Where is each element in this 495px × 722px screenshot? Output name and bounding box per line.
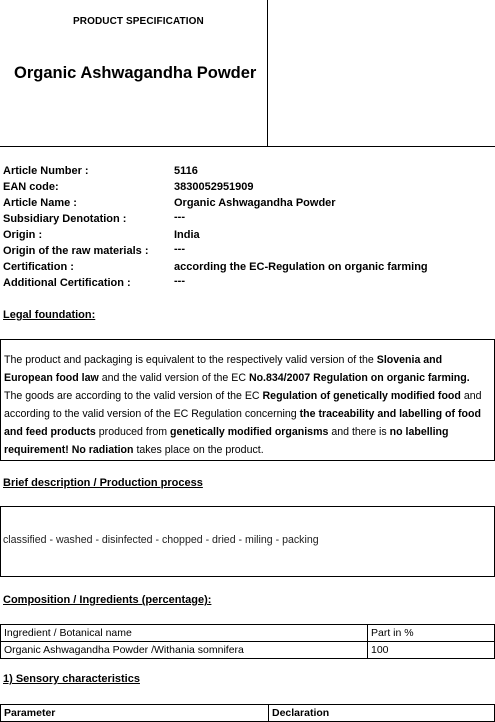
composition-table: [0, 624, 495, 659]
article-number-value: 5116: [174, 165, 198, 177]
legal-foundation-text: The product and packaging is equivalent to the respectively valid version of the Slovenia and European food law and the valid version of the EC No.834/2007 Regulation on organic farming. The goods are according to the valid version of the EC Regulation of genetically modified food and according to the valid version of the EC Regulation concerning the traceability and labelling of food and feed products produced from genetically modified organisms and there is no labelling requirement! No radiation takes place on the product.: [4, 354, 482, 456]
table-row: [1, 642, 495, 659]
certification-label: Certification :: [3, 261, 74, 273]
brief-description-heading: Brief description / Production process: [3, 477, 203, 489]
subsidiary-denotation-label: Subsidiary Denotation :: [3, 213, 127, 225]
parameter-header: Parameter: [1, 705, 269, 722]
production-process-text: classified - washed - disinfected - chopped - dried - miling - packing: [3, 534, 319, 546]
spec-label: PRODUCT SPECIFICATION: [73, 16, 204, 27]
legal-foundation-heading: Legal foundation:: [3, 309, 96, 321]
ingredient-header: Ingredient / Botanical name: [1, 625, 368, 642]
origin-label: Origin :: [3, 229, 43, 241]
article-name-label: Article Name :: [3, 197, 77, 209]
table-header-row: [1, 625, 495, 642]
article-number-label: Article Number :: [3, 165, 89, 177]
additional-certification-label: Additional Certification :: [3, 277, 131, 289]
sensory-table: [0, 704, 495, 722]
certification-value: according the EC-Regulation on organic farming: [174, 261, 428, 273]
composition-heading: Composition / Ingredients (percentage):: [3, 594, 212, 606]
part-percent-cell: 100: [368, 642, 495, 659]
header-logo-area: [267, 0, 495, 147]
part-percent-header: Part in %: [368, 625, 495, 642]
table-header-row: [1, 705, 495, 722]
additional-certification-value: ---: [174, 275, 185, 287]
ingredient-cell: Organic Ashwagandha Powder /Withania somnifera: [1, 642, 368, 659]
origin-value: India: [174, 229, 200, 241]
ean-code-value: 3830052951909: [174, 181, 254, 193]
article-name-value: Organic Ashwagandha Powder: [174, 197, 336, 209]
origin-raw-materials-label: Origin of the raw materials :: [3, 245, 149, 257]
ean-code-label: EAN code:: [3, 181, 59, 193]
product-title: Organic Ashwagandha Powder: [14, 64, 257, 82]
sensory-heading: 1) Sensory characteristics: [3, 673, 140, 685]
origin-raw-materials-value: ---: [174, 243, 185, 255]
subsidiary-denotation-value: ---: [174, 211, 185, 223]
declaration-header: Declaration: [269, 705, 495, 722]
